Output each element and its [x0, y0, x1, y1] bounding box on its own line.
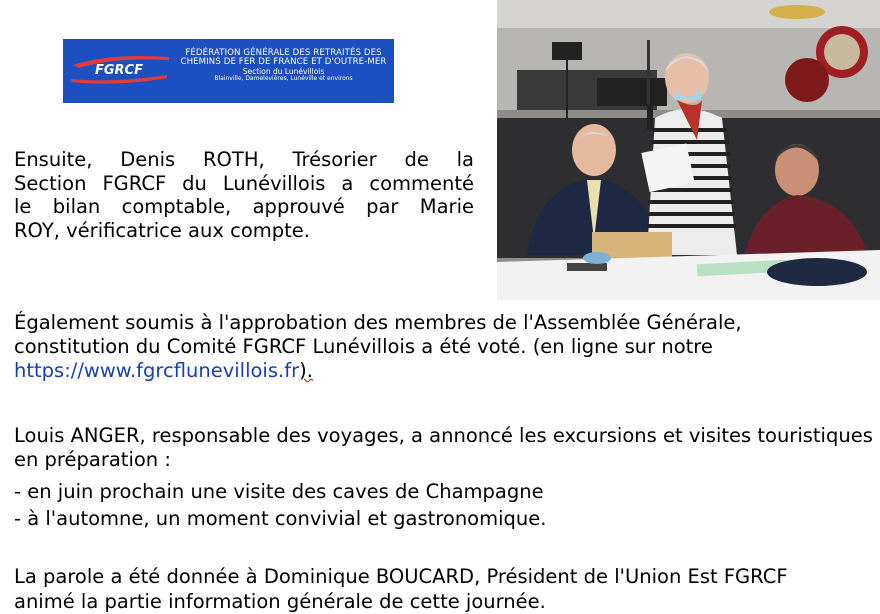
paragraph-committee-line2: constitution du Comité FGRCF Lunévillois a été voté. (en ligne sur notre [14, 335, 713, 358]
paragraph-president-line1: La parole a été donnée à Dominique BOUCARD, Président de l'Union Est FGRCF [14, 565, 788, 588]
list-item-champagne: - en juin prochain une visite des caves de Champagne [14, 480, 544, 503]
list-item-autumn: - à l'automne, un moment convivial et gastronomique. [14, 507, 547, 530]
logo-section-towns: Blainville, Damelevières, Lunéville et environs [214, 74, 353, 82]
paragraph-committee-line3 [14, 359, 313, 383]
paragraph-trips-line1: Louis ANGER, responsable des voyages, a annoncé les excursions et visites touristiques [14, 424, 873, 447]
paragraph-president-line2: animé la partie information générale de cette journée. [14, 590, 546, 613]
text-line: ROY, vérificatrice aux compte. [14, 218, 310, 242]
text-line: Section FGRCF du Lunévillois a commenté [14, 171, 474, 195]
logo-text-block [177, 49, 390, 82]
meeting-photo [497, 0, 880, 300]
text-line: Ensuite, Denis ROTH, Trésorier de la [14, 148, 474, 171]
logo-section-name: Section du Lunévillois [242, 67, 325, 77]
text-line: le bilan comptable, approuvé par Marie [14, 195, 474, 218]
website-link[interactable]: https://www.fgrcflunevillois.fr [14, 359, 300, 382]
link-closing: ). [299, 359, 313, 382]
paragraph-treasurer [14, 148, 474, 242]
logo-title-line1: FÉDÉRATION GÉNÉRALE DES RETRAITÉS DES [185, 48, 382, 58]
fgrcf-mark-text: FGRCF [95, 63, 143, 78]
fgrcf-logo [63, 39, 394, 103]
logo-title-line2: CHEMINS DE FER DE FRANCE ET D'OUTRE-MER [180, 57, 387, 68]
paragraph-committee-line1: Également soumis à l'approbation des membres de l'Assemblée Générale, [14, 311, 742, 334]
fgrcf-logo-mark [69, 45, 173, 97]
paragraph-trips-line2: en préparation : [14, 448, 171, 471]
